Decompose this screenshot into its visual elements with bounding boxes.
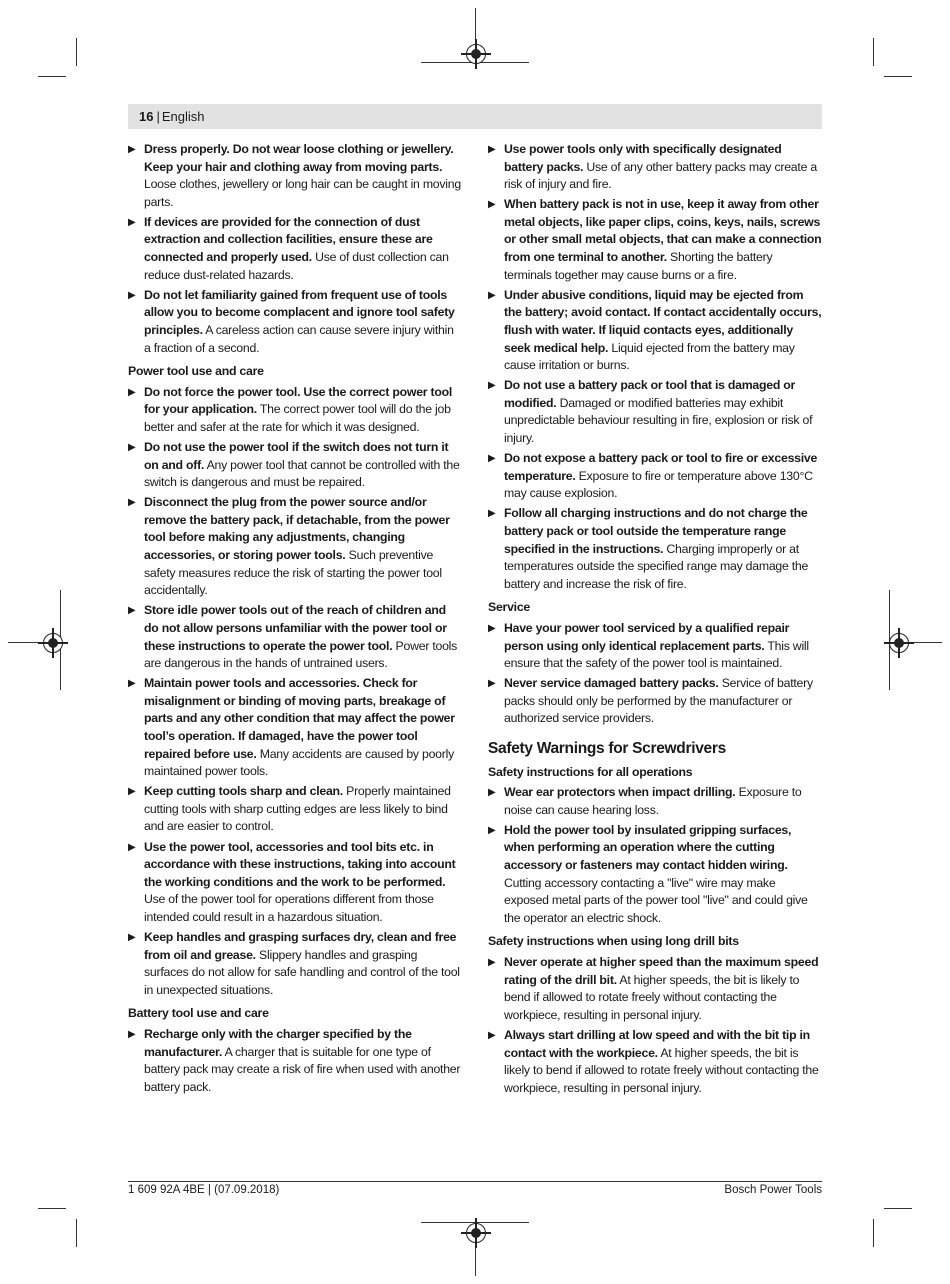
bullet-arrow-icon: ▶ — [488, 289, 496, 301]
list-item — [488, 822, 822, 928]
list-item — [488, 505, 822, 593]
list-item — [488, 196, 822, 284]
warning-bold-text: Wear ear protectors when impact drilling. — [504, 785, 736, 800]
warning-explanation-text: Loose clothes, jewellery or long hair can be caught in moving parts. — [144, 177, 461, 209]
warning-explanation-text: Slippery handles and grasping surfaces do not allow for safe handling and control of the tool in unexpected situations. — [144, 947, 460, 997]
bullet-arrow-icon: ▶ — [488, 380, 496, 392]
list-item — [488, 377, 822, 447]
bullet-arrow-icon: ▶ — [128, 289, 136, 301]
page-header — [128, 104, 822, 129]
footer-rule — [128, 1181, 822, 1182]
service-heading: Service — [488, 600, 531, 615]
warning-bold-text: Use power tools only with specifically designated battery packs. — [504, 142, 782, 174]
list-item — [128, 783, 462, 836]
list-item — [488, 784, 822, 819]
warning-bold-text: Follow all charging instructions and do not charge the battery pack or tool outside the temperature range specified in the instructions. — [504, 506, 808, 556]
list-item — [128, 494, 462, 600]
long-drill-bits-list — [488, 954, 822, 1097]
crop-mark — [873, 38, 874, 66]
page-language: English — [161, 109, 205, 124]
warning-bold-text: If devices are provided for the connection of dust extraction and collection facilities, ensure these are connected and properly used. — [144, 214, 433, 265]
list-item — [488, 620, 822, 673]
warning-bold-text: Hold the power tool by insulated gripping surfaces, when performing an operation where the cutting accessory or fasteners may contact hidden wiring. — [504, 822, 792, 873]
service-list — [488, 620, 822, 728]
warning-bold-text: Do not let familiarity gained from frequent use of tools allow you to become complacent and ignore tool safety principles. — [144, 287, 455, 337]
warning-explanation-text: A careless action can cause severe injury within a fraction of a second. — [144, 322, 454, 355]
warning-bold-text: Always start drilling at low speed and with the bit tip in contact with the workpiece. — [504, 1027, 810, 1060]
bullet-arrow-icon: ▶ — [128, 786, 136, 798]
bullet-arrow-icon: ▶ — [488, 453, 496, 465]
crop-mark — [38, 1208, 66, 1209]
bullet-arrow-icon: ▶ — [488, 824, 496, 836]
warning-bold-text: Keep handles and grasping surfaces dry, clean and free from oil and grease. — [144, 930, 457, 962]
warning-bold-text: Have your power tool serviced by a qualified repair person using only identical replacement parts. — [504, 620, 790, 653]
crop-mark — [884, 1208, 912, 1209]
bullet-arrow-icon: ▶ — [128, 144, 136, 155]
warning-explanation-text: Many accidents are caused by poorly maintained power tools. — [144, 746, 454, 779]
warning-bold-text: Use the power tool, accessories and tool bits etc. in accordance with these instructions, taking into account the working conditions and the work to be performed. — [144, 839, 456, 889]
warning-explanation-text: Charging improperly or at temperatures outside the specified range may damage the battery and increase the risk of fire. — [504, 541, 809, 591]
warning-bold-text: Do not expose a battery pack or tool to fire or excessive temperature. — [504, 451, 818, 483]
registration-mark-icon — [466, 1223, 486, 1243]
list-item — [488, 954, 822, 1024]
right-column — [488, 141, 822, 1100]
warning-explanation-text: Properly maintained cutting tools with sharp cutting edges are less likely to bind and are easier to control. — [144, 784, 451, 834]
list-item — [488, 1027, 822, 1097]
warning-bold-text: Never service damaged battery packs. — [504, 676, 719, 691]
warning-explanation-text: The correct power tool will do the job better and safer at the rate for which it was designed. — [144, 402, 451, 434]
list-item — [128, 439, 462, 492]
warning-explanation-text: This will ensure that the safety of the power tool is maintained. — [504, 638, 809, 671]
bullet-arrow-icon: ▶ — [128, 678, 136, 690]
warning-bold-text: Never operate at higher speed than the maximum speed rating of the drill bit. — [504, 955, 819, 987]
warning-bold-text: Do not use a battery pack or tool that is damaged or modified. — [504, 378, 796, 410]
crop-mark — [873, 1219, 874, 1247]
footer-doc-code: 1 609 92A 4BE | (07.09.2018) — [128, 1184, 280, 1196]
list-item — [128, 287, 462, 357]
bullet-arrow-icon: ▶ — [488, 199, 496, 211]
battery-heading: Battery tool use and care — [128, 1006, 269, 1021]
warning-explanation-text: Such preventive safety measures reduce the risk of starting the power tool accidentally. — [144, 548, 442, 598]
warning-explanation-text: Exposure to fire or temperature above 130°C may cause explosion. — [504, 468, 813, 501]
bullet-arrow-icon: ▶ — [488, 678, 496, 690]
warning-explanation-text: Cutting accessory contacting a "live" wire may make exposed metal parts of the power tool "live" and could give the operator an electric shock. — [504, 875, 808, 925]
bullet-arrow-icon: ▶ — [128, 841, 136, 853]
list-item — [128, 839, 462, 927]
warning-explanation-text: Power tools are dangerous in the hands of untrained users. — [144, 638, 458, 671]
bullet-arrow-icon: ▶ — [128, 442, 136, 453]
list-item — [488, 141, 822, 194]
list-item — [128, 675, 462, 781]
intro-list — [128, 141, 462, 357]
power-tool-list — [128, 384, 462, 1000]
bullet-arrow-icon: ▶ — [128, 216, 136, 228]
warning-bold-text: Disconnect the plug from the power source and/or remove the battery pack, if detachable, from the power tool before making any adjustments, changing accessories, or storing power tools. — [144, 495, 450, 563]
bullet-arrow-icon: ▶ — [128, 386, 136, 398]
left-column — [128, 141, 462, 1099]
page-number: 16 — [139, 109, 154, 124]
warning-explanation-text: Shorting the battery terminals together may cause burns or a fire. — [504, 250, 773, 282]
warning-bold-text: When battery pack is not in use, keep it away from other metal objects, like paper clips, coins, keys, nails, screws or other small metal objects, that can make a connection from one terminal to another. — [504, 197, 822, 265]
all-operations-list — [488, 784, 822, 927]
warning-explanation-text: Use of dust collection can reduce dust-related hazards. — [144, 250, 449, 282]
warning-explanation-text: Liquid ejected from the battery may cause irritation or burns. — [504, 340, 795, 373]
list-item — [128, 602, 462, 672]
bullet-arrow-icon: ▶ — [128, 932, 136, 944]
registration-mark-icon — [43, 633, 63, 653]
warning-explanation-text: At higher speeds, the bit is likely to bend if allowed to rotate freely without contacting the workpiece, resulting in personal injury. — [504, 1045, 819, 1095]
warning-explanation-text: Damaged or modified batteries may exhibit unpredictable behaviour resulting in fire, explosion or risk of injury. — [504, 395, 813, 445]
warning-explanation-text: Service of battery packs should only be performed by the manufacturer or authorized service providers. — [504, 676, 813, 726]
power-tool-heading: Power tool use and care — [128, 364, 264, 379]
bullet-arrow-icon: ▶ — [488, 508, 496, 520]
crop-mark — [884, 76, 912, 77]
list-item — [488, 287, 822, 375]
warning-bold-text: Recharge only with the charger specified by the manufacturer. — [144, 1027, 412, 1059]
warning-bold-text: Dress properly. Do not wear loose clothing or jewellery. Keep your hair and clothing away from moving parts. — [144, 142, 454, 174]
warning-bold-text: Keep cutting tools sharp and clean. — [144, 784, 343, 799]
crop-mark — [76, 1219, 77, 1247]
warning-explanation-text: Exposure to noise can cause hearing loss. — [504, 785, 802, 817]
crop-mark — [76, 38, 77, 66]
battery-list — [128, 1026, 462, 1096]
bullet-arrow-icon: ▶ — [488, 622, 496, 634]
list-item — [128, 929, 462, 999]
list-item — [488, 450, 822, 503]
bullet-arrow-icon: ▶ — [488, 787, 496, 799]
warning-explanation-text: At higher speeds, the bit is likely to bend if allowed to rotate freely without contacting the workpiece, resulting in personal injury. — [504, 972, 800, 1022]
bullet-arrow-icon: ▶ — [128, 605, 136, 617]
registration-mark-icon — [466, 44, 486, 64]
warning-bold-text: Under abusive conditions, liquid may be ejected from the battery; avoid contact. If contact accidentally occurs, flush with water. If liquid contacts eyes, additionally seek medical help. — [504, 287, 822, 355]
warning-explanation-text: A charger that is suitable for one type of battery pack may create a risk of fire when used with another battery pack. — [144, 1044, 461, 1094]
all-operations-heading: Safety instructions for all operations — [488, 764, 693, 779]
bullet-arrow-icon: ▶ — [128, 1029, 136, 1040]
warning-explanation-text: Use of any other battery packs may create a risk of injury and fire. — [504, 159, 817, 192]
list-item — [128, 141, 462, 211]
warning-bold-text: Do not force the power tool. Use the correct power tool for your application. — [144, 384, 453, 417]
bullet-arrow-icon: ▶ — [488, 957, 496, 969]
bullet-arrow-icon: ▶ — [488, 1029, 496, 1041]
long-drill-bits-heading: Safety instructions when using long drill bits — [488, 934, 739, 949]
list-item — [488, 675, 822, 728]
list-item — [128, 1026, 462, 1096]
header-separator: | — [156, 109, 160, 124]
warning-explanation-text: Use of the power tool for operations different from those intended could result in a hazardous situation. — [144, 892, 434, 924]
bullet-arrow-icon: ▶ — [128, 497, 136, 509]
bullet-arrow-icon: ▶ — [488, 144, 496, 155]
screwdriver-section-title: Safety Warnings for Screwdrivers — [488, 740, 726, 757]
warning-bold-text: Do not use the power tool if the switch does not turn it on and off. — [144, 440, 449, 472]
warning-bold-text: Maintain power tools and accessories. Check for misalignment or binding of moving parts, breakage of parts and any other condition that may affect the power tool’s operation. If damaged, have the power tool repaired before use. — [144, 676, 455, 761]
list-item — [128, 384, 462, 437]
footer-brand: Bosch Power Tools — [724, 1184, 822, 1196]
registration-mark-icon — [889, 633, 909, 653]
warning-bold-text: Store idle power tools out of the reach of children and do not allow persons unfamiliar with the power tool or these instructions to operate the power tool. — [144, 603, 447, 653]
battery-list-continued — [488, 141, 822, 593]
warning-explanation-text: Any power tool that cannot be controlled with the switch is dangerous and must be repaired. — [144, 457, 460, 490]
crop-mark — [38, 76, 66, 77]
list-item — [128, 214, 462, 284]
